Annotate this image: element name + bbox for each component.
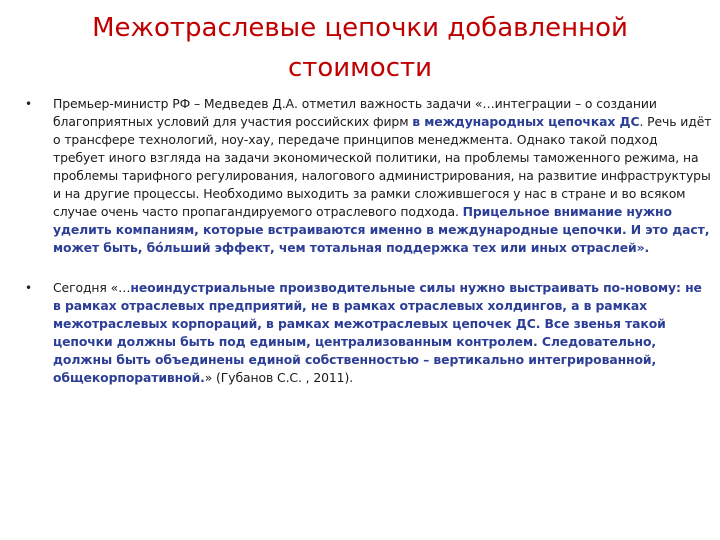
bullet-marker: • (25, 97, 32, 111)
bullet-citation: » (Губанов С.С. , 2011). (204, 370, 354, 385)
bullet-item-gubanov (22, 279, 712, 387)
bullet-text: Премьер-министр РФ – Медведев Д.А. отметил важность задачи «…интеграции – о создании благоприятных условий для участия российских фирм (53, 96, 657, 129)
bullet-highlight: неоиндустриальные производительные силы нужно выстраивать по-новому: не в рамках отраслевых предприятий, не в рамках отраслевых холдингов, а в рамках межотраслевых корпораций, в рамках межотраслевых цепочек ДС. Все звенья такой цепочки должны быть под единым, централизованным контролем. Следовательно, должны быть объединены единой собственностью – вертикально интегрированной, общекорпоративной. (53, 280, 702, 385)
bullet-list (22, 95, 712, 387)
bullet-item-medvedev (22, 95, 712, 257)
slide-title: Межотраслевые цепочки добавленной стоимости (92, 13, 628, 83)
bullet-highlight: Прицельное внимание нужно уделить компаниям, которые встраиваются именно в международные цепочки. И это даст, может быть, бóльший эффект, чем тотальная поддержка тех или иных отраслей». (53, 204, 710, 255)
bullet-highlight: в международных цепочках ДС (412, 114, 640, 129)
bullet-marker: • (25, 281, 32, 295)
bullet-text: Сегодня «… (53, 280, 131, 295)
bullet-text: . Речь идёт о трансфере технологий, ноу-хау, передаче принципов менеджмента. Однако такой подход требует иного взгляда на задачи экономической политики, на проблемы таможенного режима, на проблемы тарифного регулирования, налогового администрирования, на развитие инфраструктуры и на другие процессы. Необходимо выходить за рамки сложившегося у нас в стране и во всяком случае очень часто пропагандируемого отраслевого подхода. (53, 114, 712, 219)
